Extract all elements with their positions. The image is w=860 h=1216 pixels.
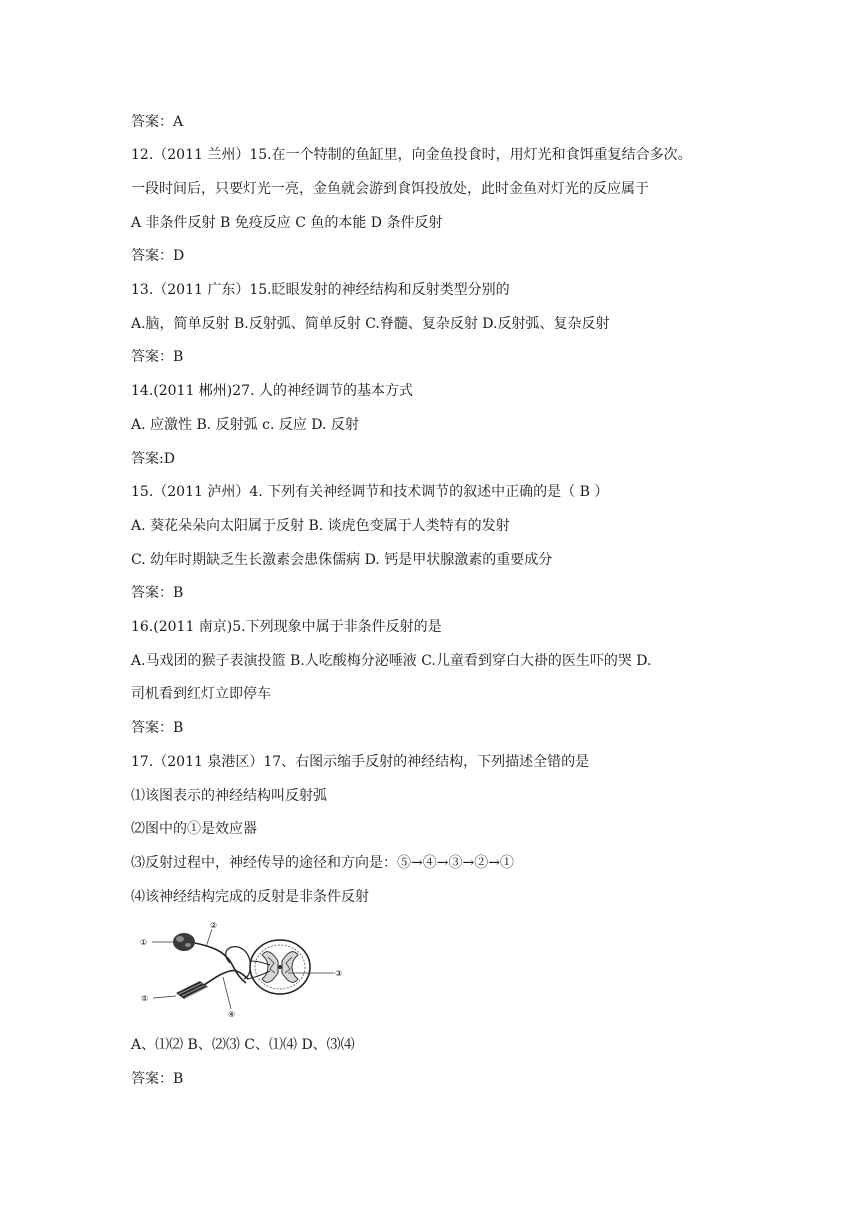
question-16-options-line-1: A.马戏团的猴子表演投篮 B.人吃酸梅分泌唾液 C.儿童看到穿白大褂的医生吓的哭 D. bbox=[131, 653, 652, 669]
question-12-line-2: 一段时间后，只要灯光一亮，金鱼就会游到食饵投放处，此时金鱼对灯光的反应属于 bbox=[131, 181, 649, 197]
figure-label-4: ④ bbox=[228, 1010, 236, 1017]
statement-4: ⑷该神经结构完成的反射是非条件反射 bbox=[131, 889, 369, 905]
question-16: 16.(2011 南京)5.下列现象中属于非条件反射的是 bbox=[131, 619, 442, 635]
figure-label-2: ② bbox=[210, 921, 218, 930]
receptor-blob bbox=[173, 933, 195, 951]
answer-14: 答案:D bbox=[131, 451, 175, 467]
question-15: 15.（2011 泸州）4. 下列有关神经调节和技术调节的叙述中正确的是（ B ） bbox=[131, 484, 609, 500]
question-14-options: A. 应激性 B. 反射弧 c. 反应 D. 反射 bbox=[131, 417, 359, 433]
question-16-options-line-2: 司机看到红灯立即停车 bbox=[131, 686, 271, 702]
figure-label-1: ① bbox=[140, 938, 148, 947]
question-17: 17.（2011 泉港区）17、右图示缩手反射的神经结构，下列描述全错的是 bbox=[131, 754, 590, 770]
question-13-options: A.脑，简单反射 B.反射弧、简单反射 C.脊髓、复杂反射 D.反射弧、复杂反射 bbox=[131, 316, 610, 332]
question-13: 13.（2011 广东）15.眨眼发射的神经结构和反射类型分别的 bbox=[131, 282, 510, 298]
effector-muscle bbox=[176, 981, 208, 999]
spinal-cord bbox=[250, 940, 310, 994]
question-12-line-1: 12.（2011 兰州）15.在一个特制的鱼缸里，向金鱼投食时，用灯光和食饵重复结合多次。 bbox=[131, 147, 692, 163]
question-15-options-cd: C. 幼年时期缺乏生长激素会患侏儒病 D. 钙是甲状腺激素的重要成分 bbox=[131, 552, 553, 568]
question-12-options: A 非条件反射 B 免疫反应 C 鱼的本能 D 条件反射 bbox=[131, 215, 443, 231]
answer-12: 答案：D bbox=[131, 248, 185, 264]
answer-15: 答案：B bbox=[131, 585, 184, 601]
reflex-arc-diagram bbox=[138, 917, 350, 1017]
question-15-options-ab: A. 葵花朵朵向太阳属于反射 B. 谈虎色变属于人类特有的发射 bbox=[131, 518, 510, 534]
statement-2: ⑵图中的①是效应器 bbox=[131, 821, 257, 837]
answer-11: 答案：A bbox=[131, 114, 184, 130]
figure-label-5: ⑤ bbox=[141, 994, 149, 1003]
answer-16: 答案：B bbox=[131, 720, 184, 736]
statement-3: ⑶反射过程中，神经传导的途径和方向是：⑤→④→③→②→① bbox=[131, 855, 514, 871]
question-17-options: A、⑴⑵ B、⑵⑶ C、⑴⑷ D、⑶⑷ bbox=[131, 1037, 355, 1053]
figure-label-3: ③ bbox=[335, 969, 343, 978]
question-14: 14.(2011 郴州)27. 人的神经调节的基本方式 bbox=[131, 383, 413, 399]
answer-13: 答案：B bbox=[131, 349, 184, 365]
answer-17: 答案：B bbox=[131, 1071, 184, 1087]
statement-1: ⑴该图表示的神经结构叫反射弧 bbox=[131, 788, 327, 804]
